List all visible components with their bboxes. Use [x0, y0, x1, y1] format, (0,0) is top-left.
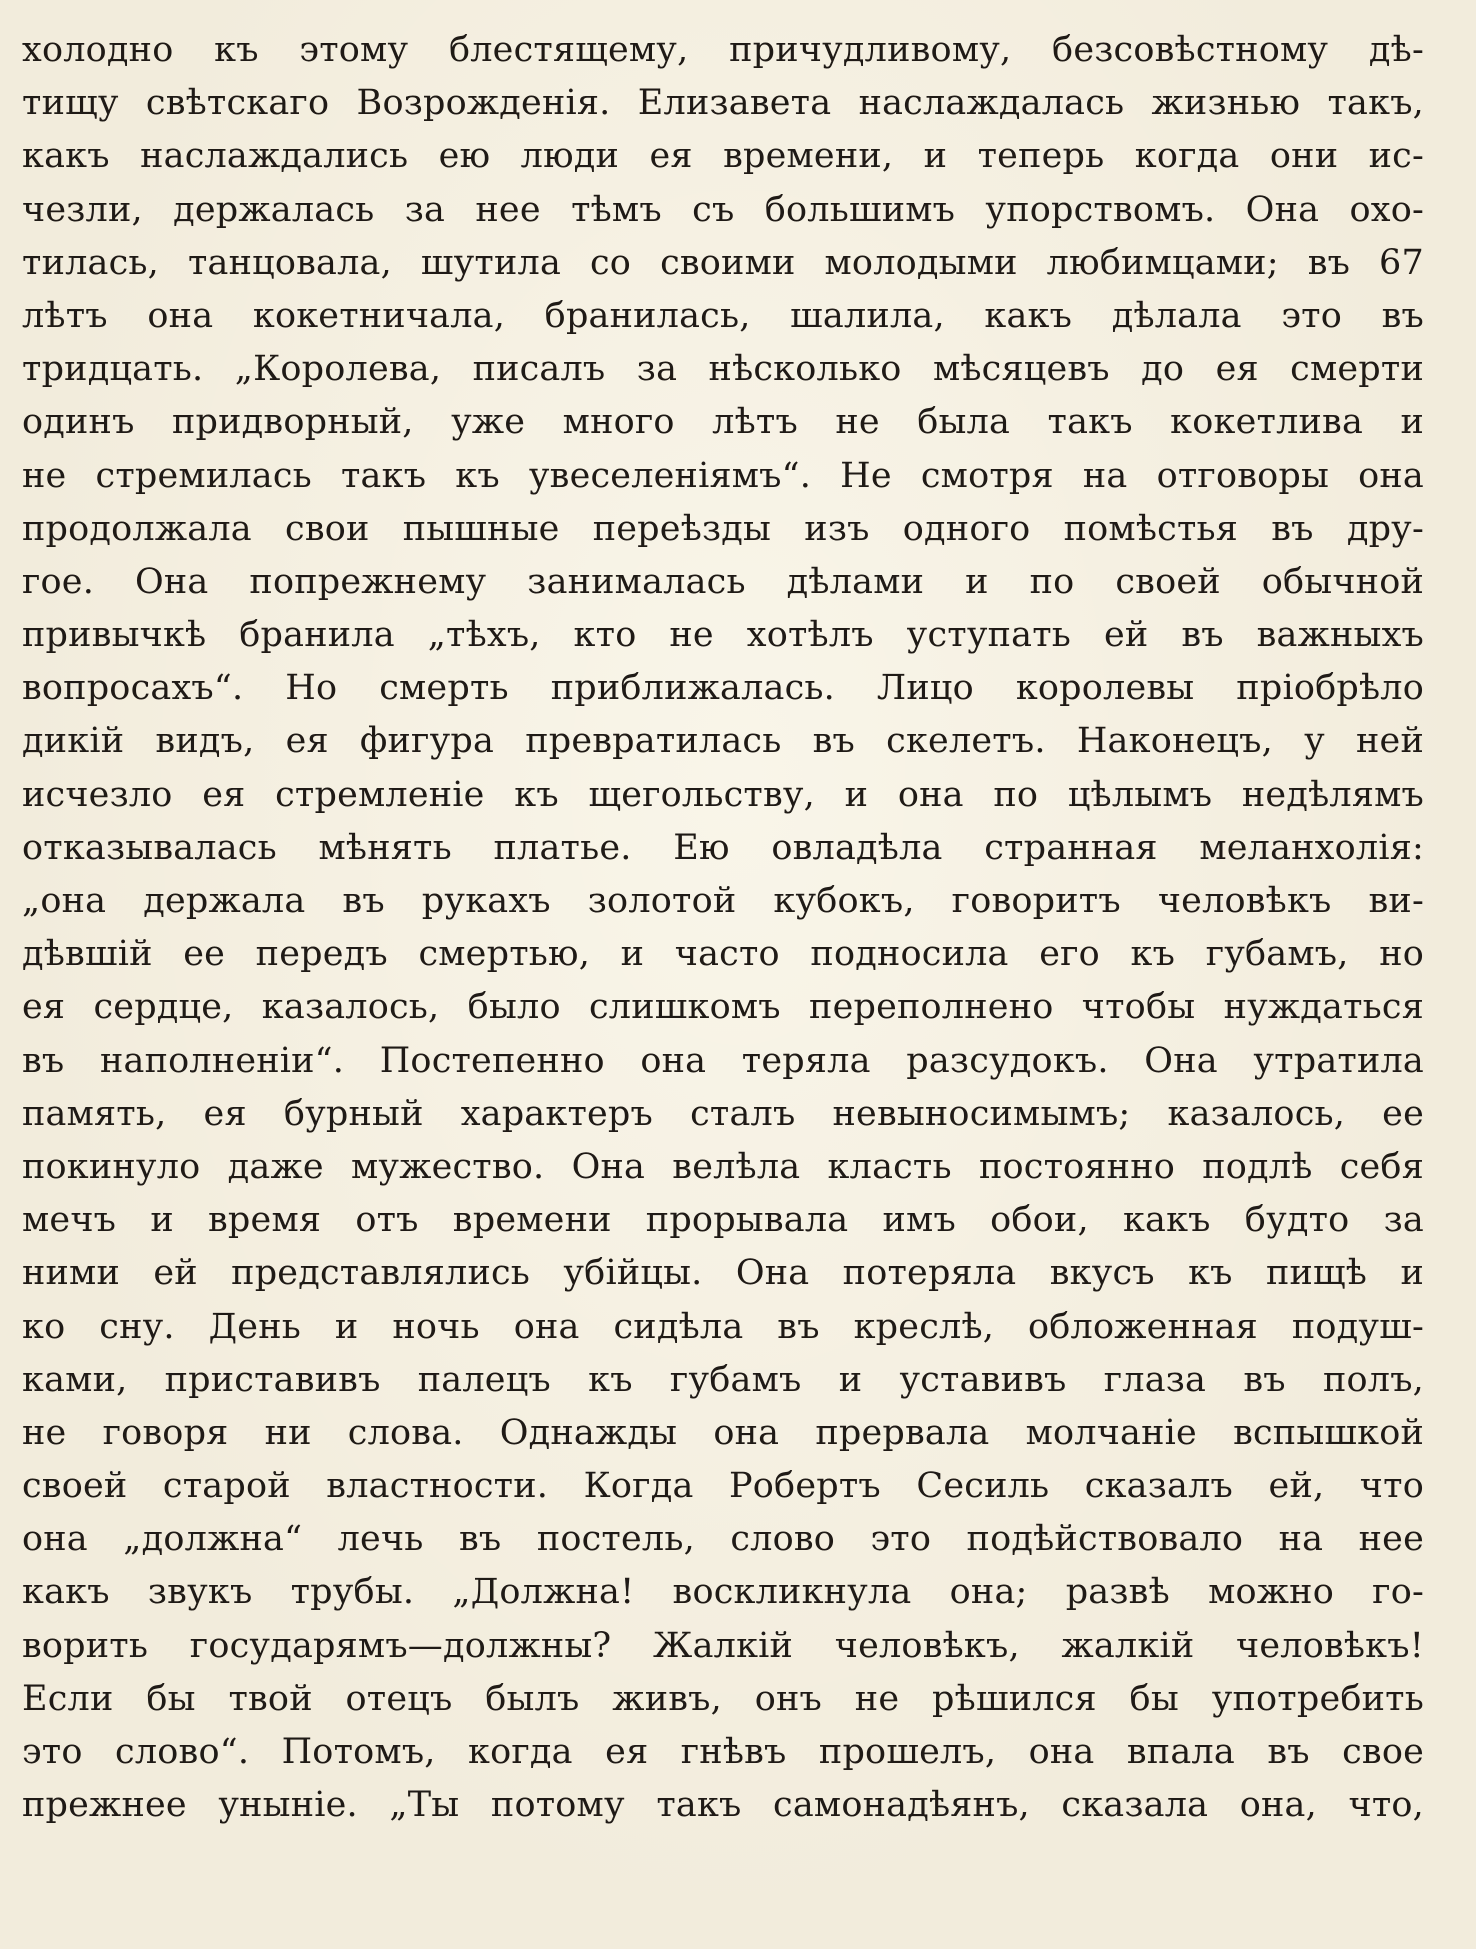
text-line: мечъ и время отъ времени прорывала имъ обои, какъ будто за [22, 1200, 1424, 1241]
text-line: гое. Она попрежнему занималась дѣлами и по своей обычной [22, 561, 1424, 602]
text-line: дѣвшій ее передъ смертью, и часто подносила его къ губамъ, но [22, 934, 1424, 975]
text-line: своей старой властности. Когда Робертъ Сесиль сказалъ ей, что [22, 1466, 1424, 1507]
text-line: какъ наслаждались ею люди ея времени, и теперь когда они ис- [22, 136, 1424, 177]
text-line: въ наполненіи“. Постепенно она теряла разсудокъ. Она утратила [22, 1040, 1424, 1081]
text-line: одинъ придворный, уже много лѣтъ не была такъ кокетлива и [22, 402, 1424, 443]
text-line: тридцать. „Королева, писалъ за нѣсколько мѣсяцевъ до ея смерти [22, 349, 1424, 390]
text-line: привычкѣ бранила „тѣхъ, кто не хотѣлъ уступать ей въ важныхъ [22, 615, 1424, 656]
text-line: лѣтъ она кокетничала, бранилась, шалила, какъ дѣлала это въ [22, 295, 1424, 336]
text-line: покинуло даже мужество. Она велѣла класть постоянно подлѣ себя [22, 1146, 1424, 1187]
text-line: это слово“. Потомъ, когда ея гнѣвъ прошелъ, она впала въ свое [22, 1732, 1424, 1772]
text-line: какъ звукъ трубы. „Должна! воскликнула она; развѣ можно го- [22, 1572, 1424, 1613]
body-text [22, 24, 1424, 1832]
text-line: „она держала въ рукахъ золотой кубокъ, говоритъ человѣкъ ви- [22, 881, 1424, 921]
text-line: Если бы твой отецъ былъ живъ, онъ не рѣшился бы употребить [22, 1678, 1424, 1719]
text-line: она „должна“ лечь въ постель, слово это подѣйствовало на нее [22, 1519, 1424, 1560]
text-line: вопросахъ“. Но смерть приближалась. Лицо королевы пріобрѣло [22, 668, 1424, 709]
text-line: прежнее уныніе. „Ты потому такъ самонадѣянъ, сказала она, что, [22, 1785, 1424, 1826]
text-line: ворить государямъ—должны? Жалкій человѣкъ, жалкій человѣкъ! [22, 1625, 1424, 1666]
text-line: чезли, держалась за нее тѣмъ съ большимъ упорствомъ. Она охо- [22, 189, 1424, 230]
text-line: отказывалась мѣнять платье. Ею овладѣла странная меланхолія: [22, 827, 1424, 868]
text-line: не стремилась такъ къ увеселеніямъ“. Не смотря на отговоры она [22, 455, 1424, 496]
text-line: ко сну. День и ночь она сидѣла въ креслѣ, обложенная подуш- [22, 1306, 1424, 1347]
text-line: исчезло ея стремленіе къ щегольству, и она по цѣлымъ недѣлямъ [22, 774, 1424, 815]
text-line: ками, приставивъ палецъ къ губамъ и уставивъ глаза въ полъ, [22, 1359, 1424, 1400]
text-line: ними ей представлялись убійцы. Она потеряла вкусъ къ пищѣ и [22, 1253, 1424, 1294]
text-line: холодно къ этому блестящему, причудливому, безсовѣстному дѣ- [22, 30, 1424, 70]
text-line: дикій видъ, ея фигура превратилась въ скелетъ. Наконецъ, у ней [22, 721, 1424, 762]
text-line: память, ея бурный характеръ сталъ невыносимымъ; казалось, ее [22, 1093, 1424, 1134]
text-line: продолжала свои пышные переѣзды изъ одного помѣстья въ дру- [22, 508, 1424, 549]
text-line: ея сердце, казалось, было слишкомъ переполнено чтобы нуждаться [22, 987, 1424, 1028]
text-line: тилась, танцовала, шутила со своими молодыми любимцами; въ 67 [22, 242, 1424, 283]
text-line: тищу свѣтскаго Возрожденія. Елизавета наслаждалась жизнью такъ, [22, 83, 1424, 124]
text-line: не говоря ни слова. Однажды она прервала молчаніе вспышкой [22, 1412, 1424, 1453]
